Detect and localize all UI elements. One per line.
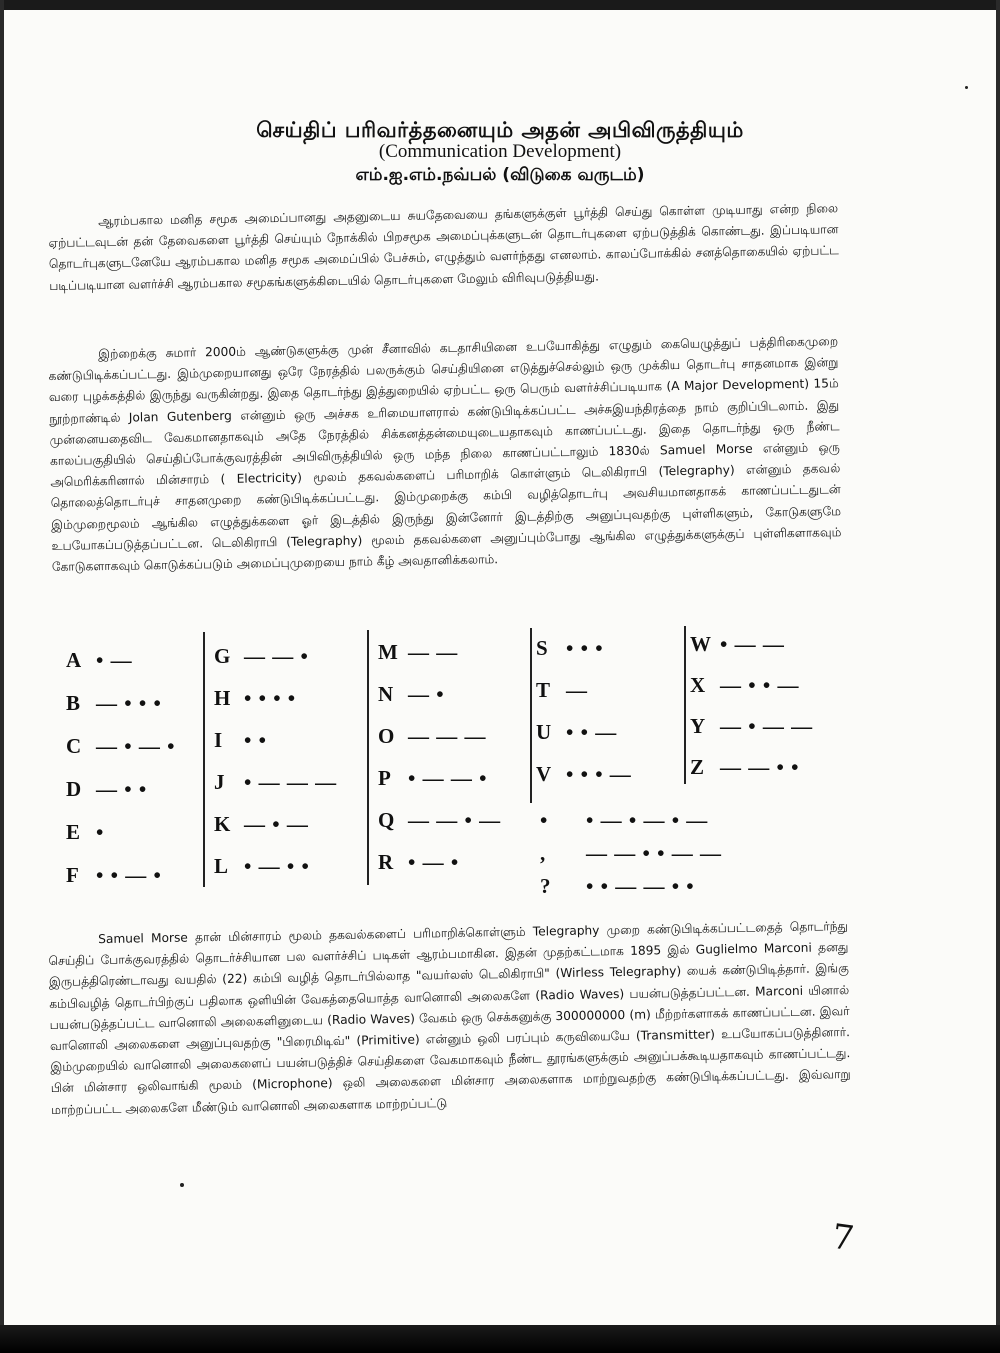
paragraph-1: ஆரம்பகால மனித சமூக அமைப்பானது அதனுடைய சுயதேவையை தங்களுக்குள் பூர்த்தி செய்து கொள்ள முடியாது என்ற நிலை ஏற்பட்டவுடன் தன் தேவைகளை பூர்த்தி செய்யும் நோக்கில் பிறசமூக அமைப்புக்களுடன் தொடர்புகளை ஏற்படுத்திக் கொண்டது. இப்படியான தொடர்புகளுடனேயே ஆரம்பகால மனித சமூக அமைப்பில் பேச்சும், எழுத்தும் வளர்ந்தது எனலாம். காலப்போக்கில் சனத்தொகையில் ஏற்பட்ட படிப்படியான வளர்ச்சி ஆரம்பகால சமூகங்களுக்கிடையில் தொடர்புகளை மேலும் விரிவுபடுத்தியது. [48, 201, 839, 293]
morse-letter: S [536, 636, 548, 660]
column-divider [203, 632, 205, 887]
article-title: செய்திப் பரிவர்த்தனையும் அதன் அபிவிருத்தியும் [256, 118, 744, 142]
morse-entry [536, 762, 632, 787]
morse-signal: — • — • [96, 734, 176, 758]
morse-letter: B [66, 691, 81, 715]
morse-signal: • • • — [566, 762, 632, 786]
morse-entry [536, 636, 604, 661]
morse-letter: N [378, 682, 394, 706]
morse-entry [214, 770, 337, 795]
morse-signal: • — — — [244, 770, 338, 794]
morse-signal: • • — [566, 720, 618, 744]
morse-entry [540, 874, 695, 899]
morse-letter: A [66, 648, 82, 672]
morse-letter: ? [540, 874, 551, 898]
morse-signal: — — — [408, 724, 487, 748]
morse-entry [536, 678, 588, 703]
morse-signal: — • • — [720, 673, 800, 697]
morse-signal: • — — • [408, 766, 488, 790]
morse-signal: • — — [720, 632, 785, 656]
morse-letter: X [690, 673, 706, 697]
morse-letter: L [214, 854, 229, 878]
morse-signal: — — • [244, 644, 309, 668]
morse-entry [214, 854, 310, 879]
morse-letter: W [690, 632, 711, 656]
morse-entry [378, 808, 501, 833]
morse-signal: • — • • [244, 854, 310, 878]
morse-signal: • • [244, 728, 267, 752]
morse-signal: • • • [566, 636, 604, 660]
morse-letter: D [66, 777, 82, 801]
morse-letter: F [66, 863, 79, 887]
morse-entry [690, 673, 799, 698]
morse-entry [66, 820, 104, 845]
scan-edge-top [0, 0, 1000, 10]
scan-edge-bottom [0, 1325, 1000, 1353]
page-number: 7 [829, 1216, 857, 1260]
morse-letter: Q [378, 808, 395, 832]
morse-signal: • — [96, 648, 133, 672]
morse-entry [378, 766, 487, 791]
morse-entry [214, 728, 267, 753]
morse-letter: Y [690, 714, 706, 738]
morse-signal: — [566, 678, 588, 702]
morse-letter: , [540, 841, 546, 865]
morse-signal: — — • • [720, 755, 800, 779]
morse-letter: G [214, 644, 231, 668]
article-subtitle: (Communication Development) [378, 141, 622, 162]
morse-entry [66, 777, 147, 802]
paragraph-2: இற்றைக்கு சுமார் 2000ம் ஆண்டுகளுக்கு முன் சீனாவில் கடதாசியினை உபயோகித்து எழுதும் கையெழுத்துப் பத்திரிகைமுறை கண்டுபிடிக்கப்பட்டது. இம்முறையானது ஒரே நேரத்தில் பலருக்கும் செய்தியினை எடுத்துச்செல்லும் ஒரு முக்கிய தொடர்பு சாதனமாக இன்று வரை புழக்கத்தில் இருந்து வருகின்றது. இதை தொடர்ந்து இத்துறையில் ஏற்பட்ட ஒரு பெரும் வளர்ச்சிப்படியாக (A Major Development) 15ம் நூற்றாண்டில் Jolan Gutenberg என்னும் ஒரு அச்சக உரிமையாளரால் கண்டுபிடிக்கப்பட்ட அச்சுஇயந்திரத்தை நாம் குறிப்பிடலாம். இது முன்னையதைவிட வேகமானதாகவும் அதே நேரத்தில் சிக்கனத்தன்மையுடையதாகவும் காணப்பட்டது. இதை தொடர்ந்து ஒரு நீண்ட காலப்பகுதியில் செய்திப்போக்குவரத்தின் அபிவிருத்தியில் ஒரு மந்த நிலை காணப்பட்டாலும் 1830ல் Samuel Morse என்னும் ஒரு அமெரிக்கரினால் மின்சாரம் ( Electricity) மூலம் தகவல்களைப் பரிமாறிக் கொள்ளும் டெலிகிராபி (Telegraphy) என்னும் தகவல் தொலைத்தொடர்புச் சாதனமுறை கண்டுபிடிக்கப்பட்டது. இம்முறைக்கு கம்பி வழித்தொடர்பு அவசியமானதாகக் காணப்பட்டதுடன் இம்முறைமூலம் ஆங்கில எழுத்துக்களை ஓர் இடத்தில் இருந்து இன்னோர் இடத்திற்கு அனுப்புவதற்கு புள்ளிகளும், கோடுகளுமே உபயோகப்படுத்தப்பட்டன. டெலிகிராபி (Telegraphy) மூலம் தகவல்களை அனுப்பும்போது ஆங்கில எழுத்துக்களுக்குப் புள்ளிகளாகவும் கோடுகளாகவும் கொடுக்கப்படும் அமைப்புமுறையை நாம் கீழ் அவதானிக்கலாம். [48, 334, 842, 574]
morse-signal: • • — • [96, 863, 162, 887]
morse-letter: Z [690, 755, 705, 779]
morse-signal: • • • • [244, 686, 297, 710]
morse-signal: • • — — • • [586, 874, 695, 898]
morse-signal: — — • • — — [586, 841, 722, 865]
morse-entry [378, 850, 459, 875]
morse-letter: C [66, 734, 82, 758]
paragraph-3: Samuel Morse தான் மின்சாரம் மூலம் தகவல்களைப் பரிமாறிக்கொள்ளும் Telegraphy முறை கண்டுபிடிக்கப்பட்டதைத் தொடர்ந்து செய்திப் போக்குவரத்தில் தொடர்ச்சியான பல வளர்ச்சிப் படிகள் ஆரம்பமாகின. இதன் முதற்கட்டமாக 1895 இல் Guglielmo Marconi தனது இருபத்திரெண்டாவது வயதில் (22) கம்பி வழித் தொடர்பில்லாத "வயர்லஸ் டெலிகிராபி" (Wirless Telegraphy) யைக் கண்டுபிடித்தார். இங்கு கம்பிவழித் தொடர்பிற்குப் பதிலாக ஒளியின் வேகத்தையொத்த வானொலி அலைகளே (Radio Waves) பயன்படுத்தப்பட்டன. Marconi யினால் பயன்படுத்தப்பட்ட வானொலி அலைகளினுடைய (Radio Waves) வேகம் ஒரு செக்கனுக்கு 300000000 (m) மீற்றர்களாகக் காணப்பட்டன. இவர் வானொலி அலைகளை அனுப்புவதற்கு "பிரைமிடிவ்" (Primitive) என்னும் ஒலி பரப்பும் கருவியையே (Transmitter) உபயோகப்படுத்தினார். இம்முறையில் வானொலி அலைகளைப் பயன்படுத்திச் செய்திகளை வேகமாகவும் நீண்ட தூரங்களுக்கும் அனுப்பக்கூடியதாகவும் காணப்பட்டது. பின் மின்சார ஒலிவாங்கி மூலம் (Microphone) ஒலி அலைகளை மின்சார அலைகளாக மாற்றுவதற்கு கண்டுபிடிக்கப்பட்டது. இவ்வாறு மாற்றப்பட்ட அலைகளே மீண்டும் வானொலி அலைகளாக மாற்றப்பட்டு [48, 919, 851, 1117]
morse-letter: U [536, 720, 552, 744]
morse-entry [378, 640, 458, 665]
morse-entry [214, 812, 309, 837]
morse-signal: • [96, 820, 105, 844]
column-divider [530, 628, 532, 803]
morse-letter: E [66, 820, 81, 844]
morse-signal: — — • — [408, 808, 502, 832]
article-author: எம்.ஐ.எம்.நவ்பல் (விடுகை வருடம்) [355, 165, 645, 185]
morse-entry [540, 841, 722, 866]
morse-signal: • — • — • — [586, 808, 709, 832]
morse-code-table [0, 620, 1000, 920]
morse-letter: I [214, 728, 223, 752]
morse-signal: — — [408, 640, 459, 664]
morse-entry [378, 682, 445, 707]
morse-entry [536, 720, 617, 745]
morse-entry [214, 644, 309, 669]
morse-signal: — • [408, 682, 445, 706]
column-divider [367, 630, 369, 885]
morse-signal: — • — [244, 812, 309, 836]
morse-letter: M [378, 640, 398, 664]
scan-speck [180, 1183, 184, 1187]
scan-speck [965, 86, 968, 89]
column-divider [684, 626, 686, 784]
morse-entry [214, 686, 296, 711]
morse-letter: V [536, 762, 552, 786]
morse-letter: J [214, 770, 225, 794]
morse-entry [66, 691, 162, 716]
morse-letter: K [214, 812, 231, 836]
morse-letter: T [536, 678, 551, 702]
morse-signal: • — • [408, 850, 460, 874]
morse-letter: P [378, 766, 391, 790]
morse-entry [66, 648, 133, 673]
morse-entry [690, 632, 785, 657]
morse-entry [378, 724, 487, 749]
morse-entry [66, 863, 162, 888]
morse-entry [66, 734, 175, 759]
morse-signal: — • • [96, 777, 148, 801]
morse-signal: — • • • [96, 691, 162, 715]
morse-entry [690, 714, 813, 739]
morse-entry [540, 808, 708, 833]
morse-signal: — • — — [720, 714, 814, 738]
morse-entry [690, 755, 799, 780]
morse-letter: H [214, 686, 231, 710]
morse-letter: O [378, 724, 395, 748]
morse-letter: • [540, 808, 548, 832]
morse-letter: R [378, 850, 394, 874]
